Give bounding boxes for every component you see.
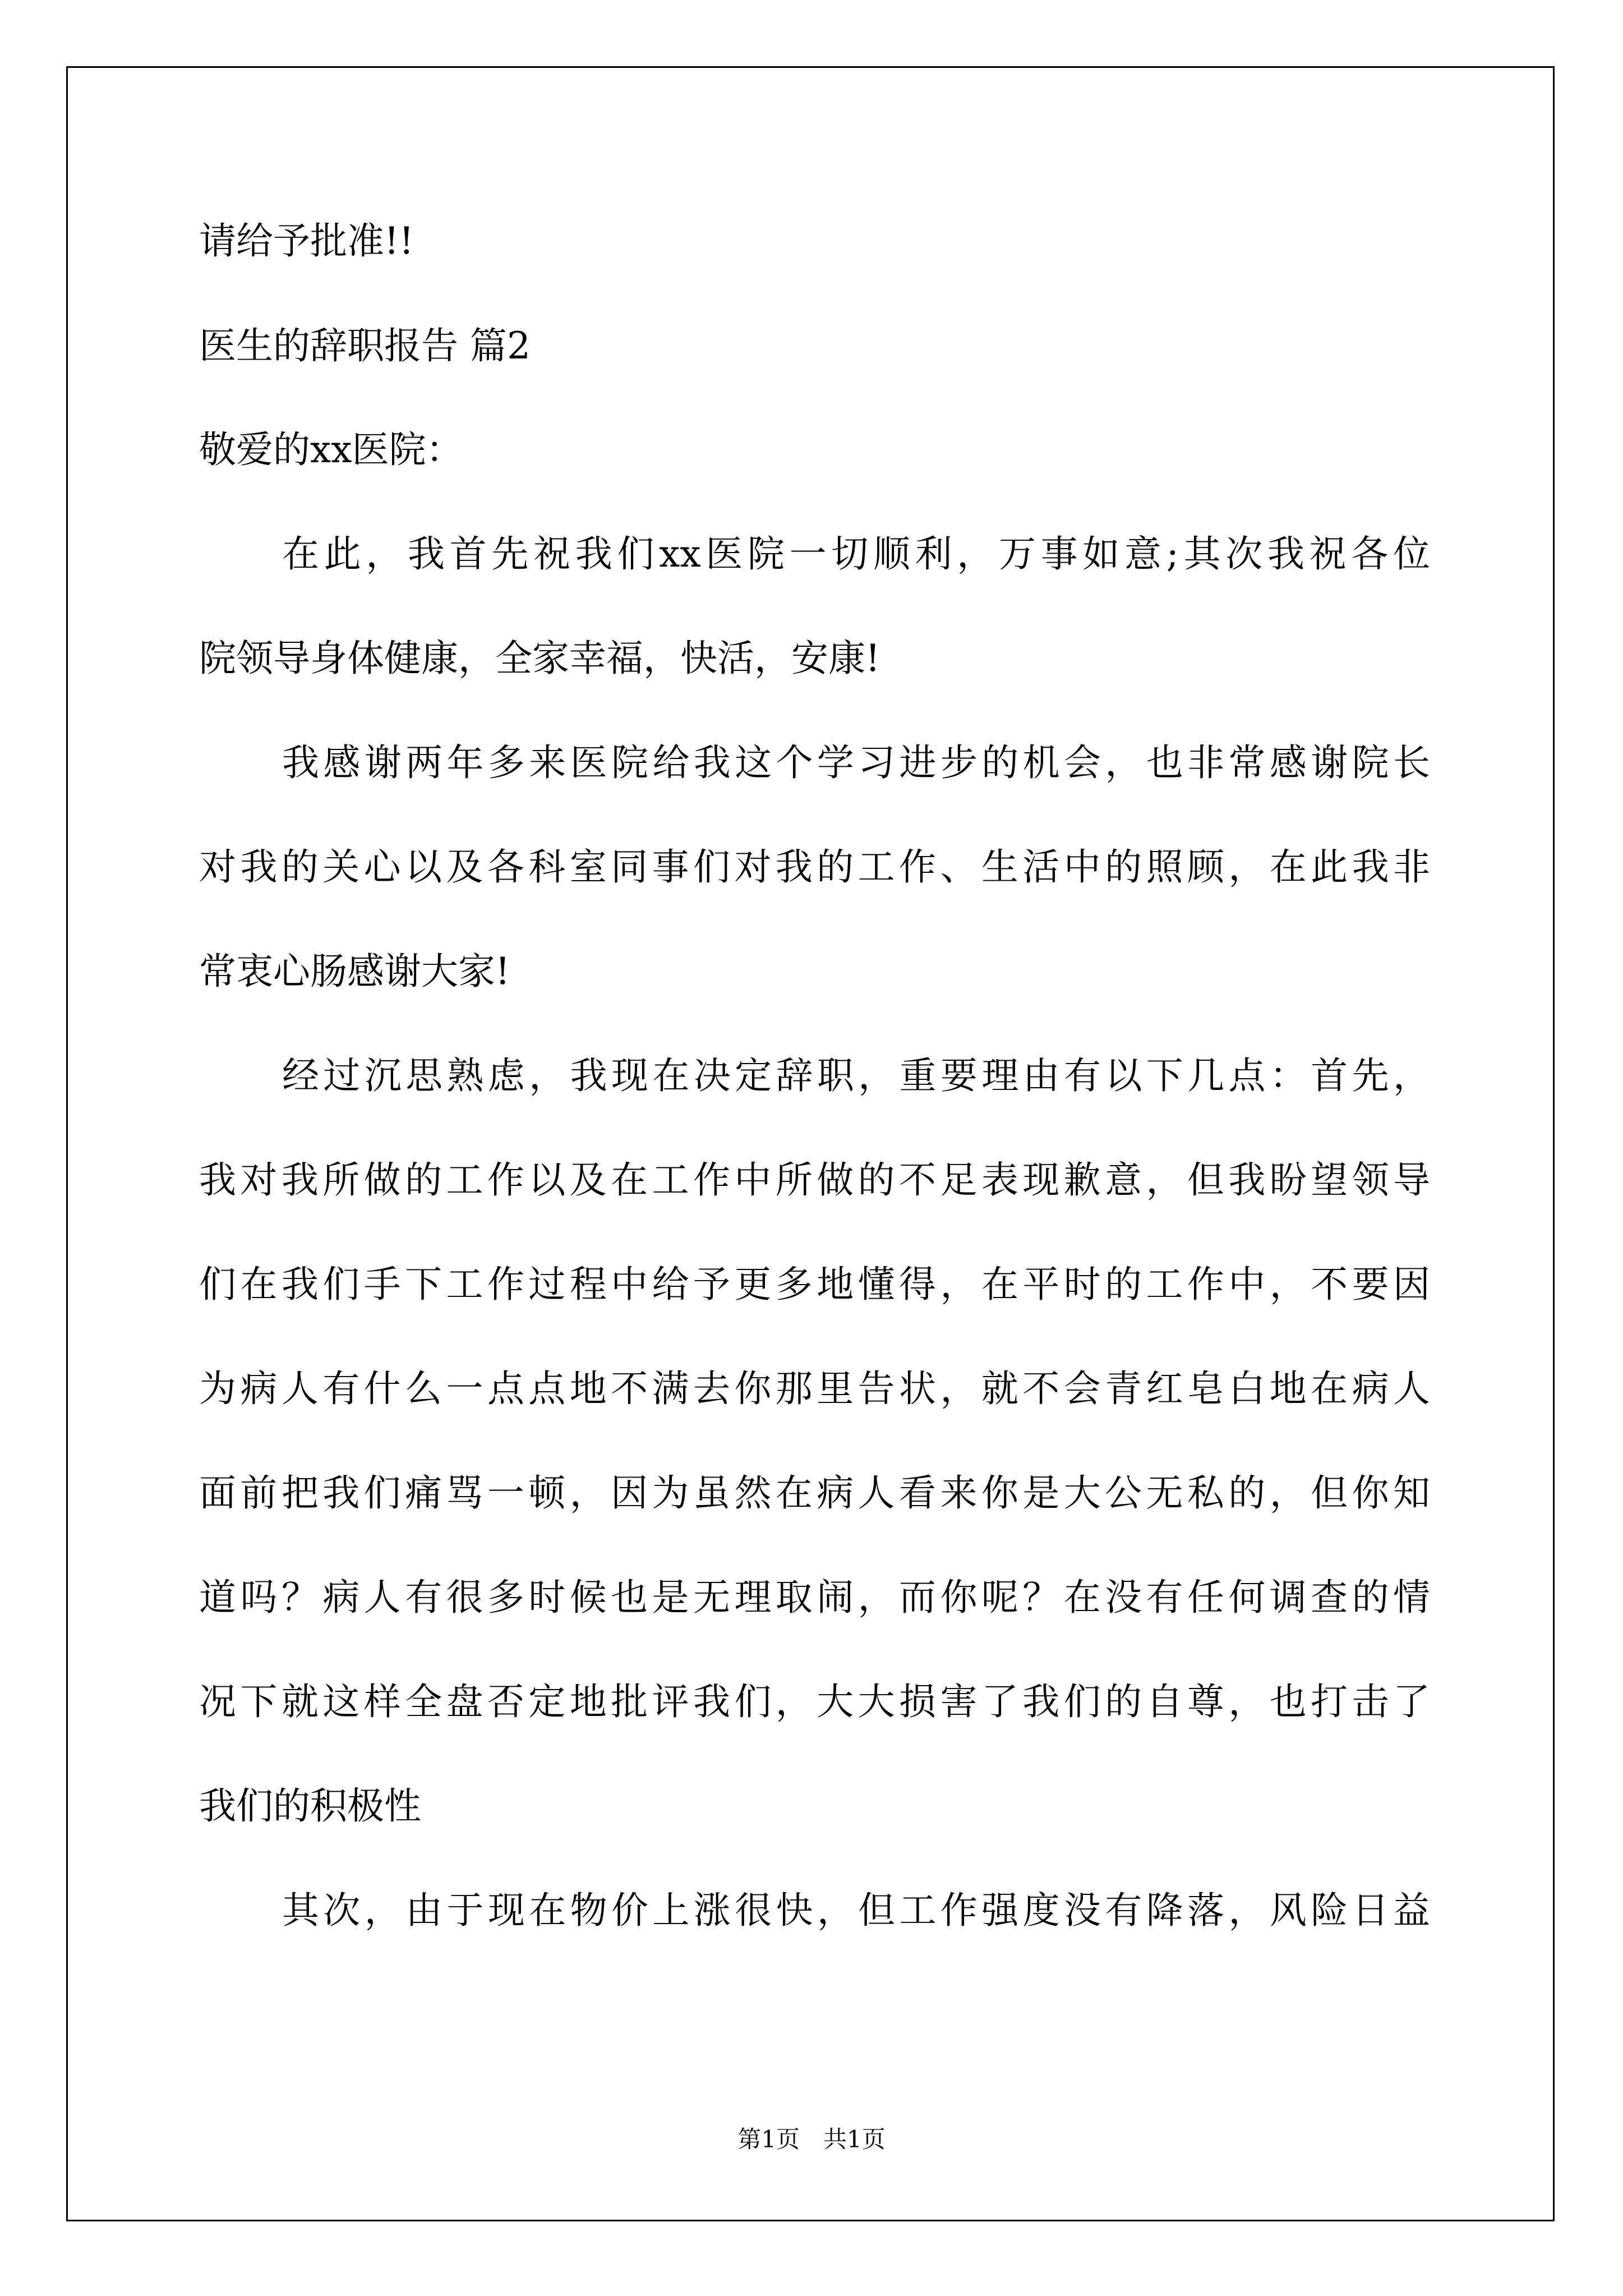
paragraph-line: 其次，由于现在物价上涨很快，但工作强度没有降落，风险日益 xyxy=(282,1889,1430,1932)
paragraph-line: 为病人有什么一点点地不满去你那里告状，就不会青红皂白地在病人 xyxy=(199,1367,1430,1410)
paragraph-line: 常衷心肠感谢大家! xyxy=(199,950,510,993)
paragraph-line: 们在我们手下工作过程中给予更多地懂得，在平时的工作中，不要因 xyxy=(199,1263,1430,1306)
paragraph-line: 经过沉思熟虑，我现在决定辞职，重要理由有以下几点：首先， xyxy=(282,1054,1430,1097)
salutation: 敬爱的xx医院： xyxy=(199,428,463,471)
section-heading: 医生的辞职报告 篇2 xyxy=(199,324,531,367)
paragraph-line: 况下就这样全盘否定地批评我们，大大损害了我们的自尊，也打击了 xyxy=(199,1680,1430,1723)
paragraph-line: 院领导身体健康，全家幸福，快活，安康! xyxy=(199,637,880,680)
paragraph-line: 面前把我们痛骂一顿，因为虽然在病人看来你是大公无私的，但你知 xyxy=(199,1471,1430,1515)
paragraph-line: 道吗？病人有很多时候也是无理取闹，而你呢？在没有任何调查的情 xyxy=(199,1576,1430,1619)
paragraph-line: 我们的积极性 xyxy=(199,1784,421,1828)
page-footer: 第1页 共1页 xyxy=(737,2125,886,2153)
paragraph-line: 对我的关心以及各科室同事们对我的工作、生活中的照顾，在此我非 xyxy=(199,845,1430,889)
closing-line: 请给予批准!! xyxy=(199,219,414,263)
paragraph-line: 我对我所做的工作以及在工作中所做的不足表现歉意，但我盼望领导 xyxy=(199,1158,1430,1202)
paragraph-line: 我感谢两年多来医院给我这个学习进步的机会，也非常感谢院长 xyxy=(282,741,1430,784)
paragraph-line: 在此，我首先祝我们xx医院一切顺利，万事如意;其次我祝各位 xyxy=(282,532,1430,576)
